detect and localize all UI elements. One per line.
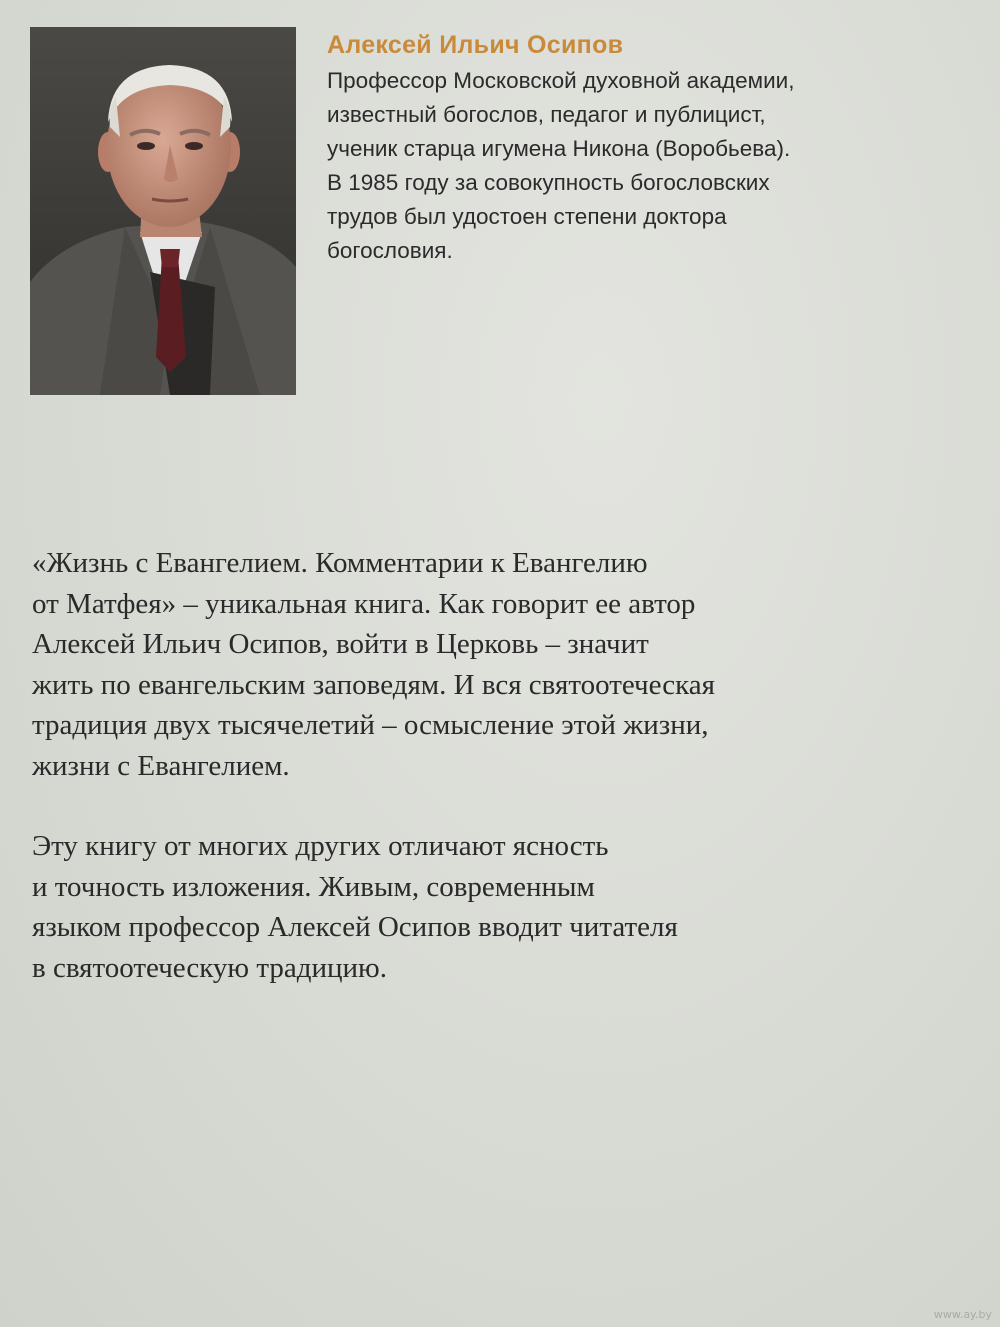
author-bio-line: известный богослов, педагог и публицист, [327,102,766,127]
annotation-line: традиция двух тысячелетий – осмысление этой жизни, [32,709,709,741]
author-bio-line: трудов был удостоен степени доктора [327,204,727,229]
author-bio-line: В 1985 году за совокупность богословских [327,170,770,195]
annotation-line: в святоотеческую традицию. [32,951,387,984]
author-bio [327,64,794,268]
author-portrait-image [30,27,296,395]
annotation-line: Эту книгу от многих других отличают ясность [32,830,609,862]
annotation-paragraph-1 [32,543,715,786]
author-bio-line: Профессор Московской духовной академии, [327,68,795,93]
annotation-paragraph-2 [32,826,678,988]
author-photo [30,27,296,395]
watermark: www.ay.by [933,1308,992,1321]
annotation-line: жить по евангельским заповедям. И вся святоотеческая [32,668,715,701]
annotation-line: Алексей Ильич Осипов, войти в Церковь – значит [32,628,649,660]
annotation-line: и точность изложения. Живым, современным [32,870,595,903]
annotation-line: языком профессор Алексей Осипов вводит читателя [32,911,678,943]
annotation-line: жизни с Евангелием. [32,749,290,782]
author-bio-line: богословия. [327,238,453,263]
annotation-line: «Жизнь с Евангелием. Комментарии к Евангелию [32,547,648,579]
author-name: Алексей Ильич Осипов [327,31,624,59]
author-bio-line: ученик старца игумена Никона (Воробьева). [327,136,791,161]
annotation-line: от Матфея» – уникальная книга. Как говорит ее автор [32,587,696,620]
